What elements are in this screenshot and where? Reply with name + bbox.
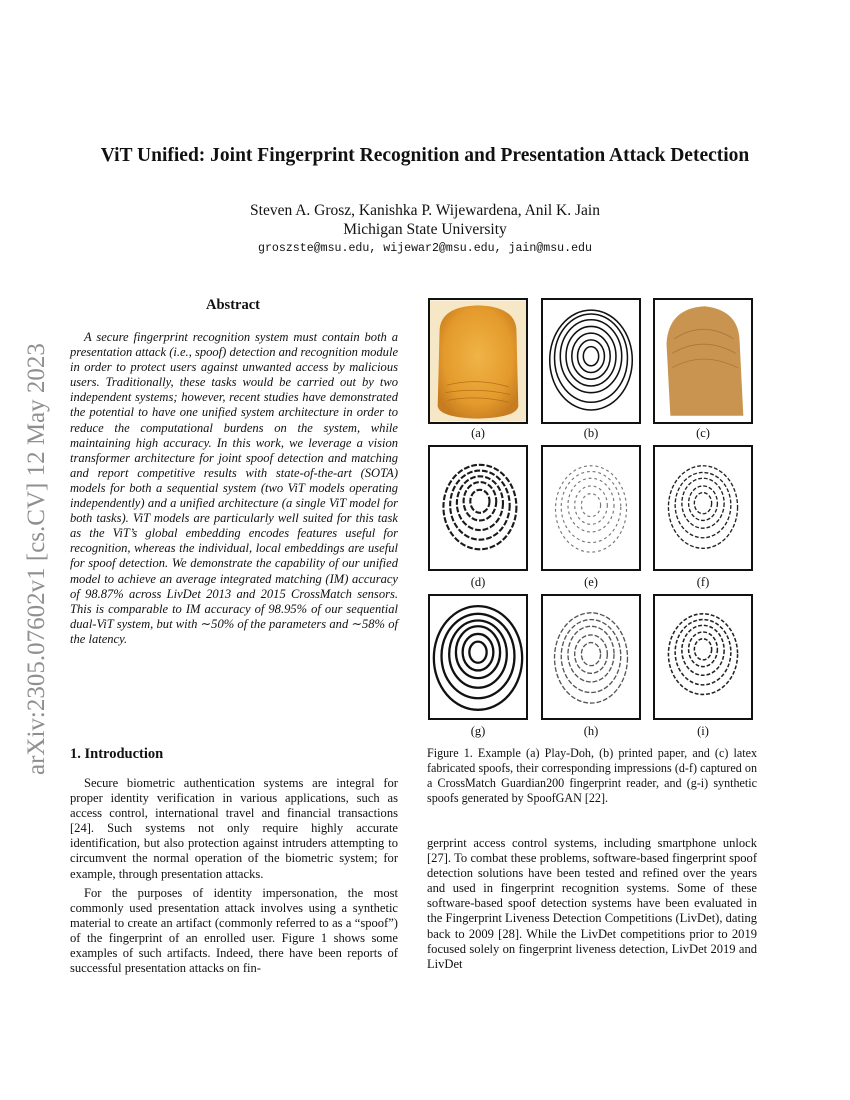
section-heading-introduction: 1. Introduction: [70, 746, 164, 762]
figure-panel-d: [428, 445, 528, 571]
fingerprint-impression-image: [543, 447, 639, 569]
panel-label-h: (h): [583, 724, 599, 738]
figure-panel-e: [541, 445, 641, 571]
intro-paragraph: For the purposes of identity impersonation, the most commonly used presentation attack involves using a synthetic material to create an artifact (commonly referred to as a “spoof”) of the fingerprint of an enrolled user. Figure 1 shows some examples of such artifacts. Indeed, there have been reports of successful presentation attacks on fin-: [70, 885, 398, 976]
panel-label-d: (d): [470, 575, 486, 589]
intro-paragraph: Secure biometric authentication systems are integral for proper identity verification in various applications, such as access control, international travel and financial transactions [24]. Such systems not only require highly accurate identification, but also protection against intruders attempting to circumvent the normal operation of the biometric system; for example, through presentation attacks.: [70, 776, 398, 881]
figure-panel-b: [541, 298, 641, 424]
author-emails: groszste@msu.edu, wijewar2@msu.edu, jain@msu.edu: [258, 242, 592, 255]
panel-label-f: (f): [696, 575, 710, 589]
arxiv-stamp: [14, 285, 54, 785]
figure-panel-a: [428, 298, 528, 424]
panel-label-e: (e): [584, 575, 598, 589]
paper-title: ViT Unified: Joint Fingerprint Recognition and Presentation Attack Detection: [100, 145, 750, 166]
figure-caption: Figure 1. Example (a) Play-Doh, (b) printed paper, and (c) latex fabricated spoofs, their corresponding impressions (d-f) captured on a CrossMatch Guardian200 fingerprint reader, and (g-i) synthetic spoofs generated by SpoofGAN [22].: [427, 746, 757, 806]
abstract-heading: Abstract: [206, 297, 260, 313]
abstract-text: A secure fingerprint recognition system must contain both a presentation attack (i.e., spoof) detection and recognition module in order to protect users against unwanted access by malicious users. Traditionally, these tasks would be carried out by two independent systems; however, recent studies have demonstrated the potential to have one unified system architecture in order to reduce the computational burdens on the system, while maintaining high accuracy. In this work, we leverage a vision transformer architecture for joint spoof detection and matching and report competitive results with state-of-the-art (SOTA) models for both a sequential system (two ViT models operating independently) and a unified architecture (a single ViT model for both tasks). ViT models are particularly well suited for this task as the ViT’s global embedding encodes features useful for recognition, whereas the individual, local embeddings are useful for spoof detection. We demonstrate the capability of our unified model to achieve an average integrated matching (IM) accuracy of 98.87% across LivDet 2013 and 2015 CrossMatch sensors. This is comparable to IM accuracy of 98.95% of our sequential dual-ViT system, but with ∼50% of the parameters and ∼58% of the latency.: [70, 330, 399, 646]
playdoh-spoof-image: [430, 300, 526, 422]
fingerprint-impression-image: [430, 447, 526, 569]
latex-spoof-image: [655, 300, 751, 422]
panel-label-b: (b): [583, 426, 599, 440]
figure-panel-i: [653, 594, 753, 720]
panel-label-g: (g): [470, 724, 486, 738]
figure-panel-f: [653, 445, 753, 571]
intro-continued-text: gerprint access control systems, including smartphone unlock [27]. To combat these problems, software-based fingerprint spoof detection solutions have been tested and refined over the years and used in fingerprint recognition systems. Some of these software-based spoof detection systems have been evaluated in the Fingerprint Liveness Detection Competitions (LivDet), dating back to 2009 [28]. While the LivDet competitions prior to 2019 focused solely on fingerprint liveness detection, LivDet 2019 and LivDet: [427, 836, 757, 971]
synthetic-spoof-image: [543, 596, 639, 718]
affiliation: Michigan State University: [343, 221, 507, 238]
figure-panel-g: [428, 594, 528, 720]
printed-paper-spoof-image: [543, 300, 639, 422]
arxiv-stamp-text: arXiv:2305.07602v1 [cs.CV] 12 May 2023: [23, 343, 50, 775]
synthetic-spoof-image: [655, 596, 751, 718]
figure-panel-h: [541, 594, 641, 720]
author-list: Steven A. Grosz, Kanishka P. Wijewardena, Anil K. Jain: [250, 202, 600, 219]
panel-label-c: (c): [696, 426, 710, 440]
fingerprint-impression-image: [655, 447, 751, 569]
introduction-body: [70, 776, 398, 980]
synthetic-spoof-image: [430, 596, 526, 718]
figure-1: [428, 298, 758, 738]
figure-panel-c: [653, 298, 753, 424]
panel-label-i: (i): [697, 724, 709, 738]
panel-label-a: (a): [471, 426, 485, 440]
